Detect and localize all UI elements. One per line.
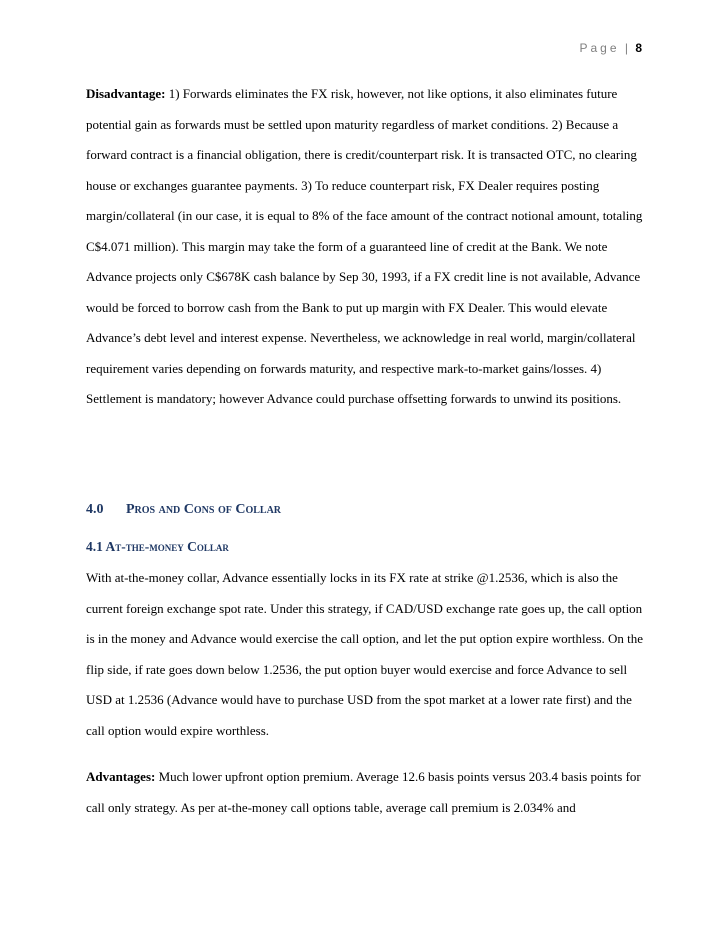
header-separator: | [624, 41, 628, 55]
subsection-heading: 4.1 At-the-money Collar [86, 539, 229, 554]
page-label: Page [579, 41, 620, 55]
collar-paragraph: With at-the-money collar, Advance essentially locks in its FX rate at strike @1.2536, which is also the current foreign exchange spot rate. Under this strategy, if CAD/USD exchange rate goes up, the call option is in the money and Advance would exercise the call option, and let the put option expire worthless. On the flip side, if rate goes down below 1.2536, the put option buyer would exercise and force Advance to sell USD at 1.2536 (Advance would have to purchase USD from the spot market at a lower rate first) and the call option would expire worthless. [86, 570, 644, 738]
disadvantage-paragraph [86, 79, 646, 415]
page-header [579, 41, 642, 55]
advantages-label: Advantages: [86, 769, 156, 784]
advantages-text: Much lower upfront option premium. Average 12.6 basis points versus 203.4 basis points for call only strategy. As per at-the-money call options table, average call premium is 2.034% and [86, 769, 641, 815]
page-number: 8 [635, 41, 642, 55]
section-title: Pros and Cons of Collar [126, 502, 282, 517]
disadvantage-label: Disadvantage: [86, 86, 166, 101]
disadvantage-text: 1) Forwards eliminates the FX risk, however, not like options, it also eliminates future potential gain as forwards must be settled upon maturity regardless of market conditions. 2) Because a forward contract is a financial obligation, there is credit/counterpart risk. It is transacted OTC, no clearing house or exchanges guarantee payments. 3) To reduce counterpart risk, FX Dealer requires posting margin/collateral (in our case, it is equal to 8% of the face amount of the contract notional amount, totaling C$4.071 million). This margin may take the form of a guaranteed line of credit at the Bank. We note Advance projects only C$678K cash balance by Sep 30, 1993, if a FX credit line is not available, Advance would be forced to borrow cash from the Bank to put up margin with FX Dealer. This would elevate Advance’s debt level and interest expense. Nevertheless, we acknowledge in real world, margin/collateral requirement varies depending on forwards maturity, and respective mark-to-market gains/losses. 4) Settlement is mandatory; however Advance could purchase offsetting forwards to unwind its positions. [86, 86, 643, 406]
section-heading [86, 502, 281, 518]
section-number: 4.0 [86, 502, 104, 517]
advantages-paragraph [86, 762, 646, 823]
